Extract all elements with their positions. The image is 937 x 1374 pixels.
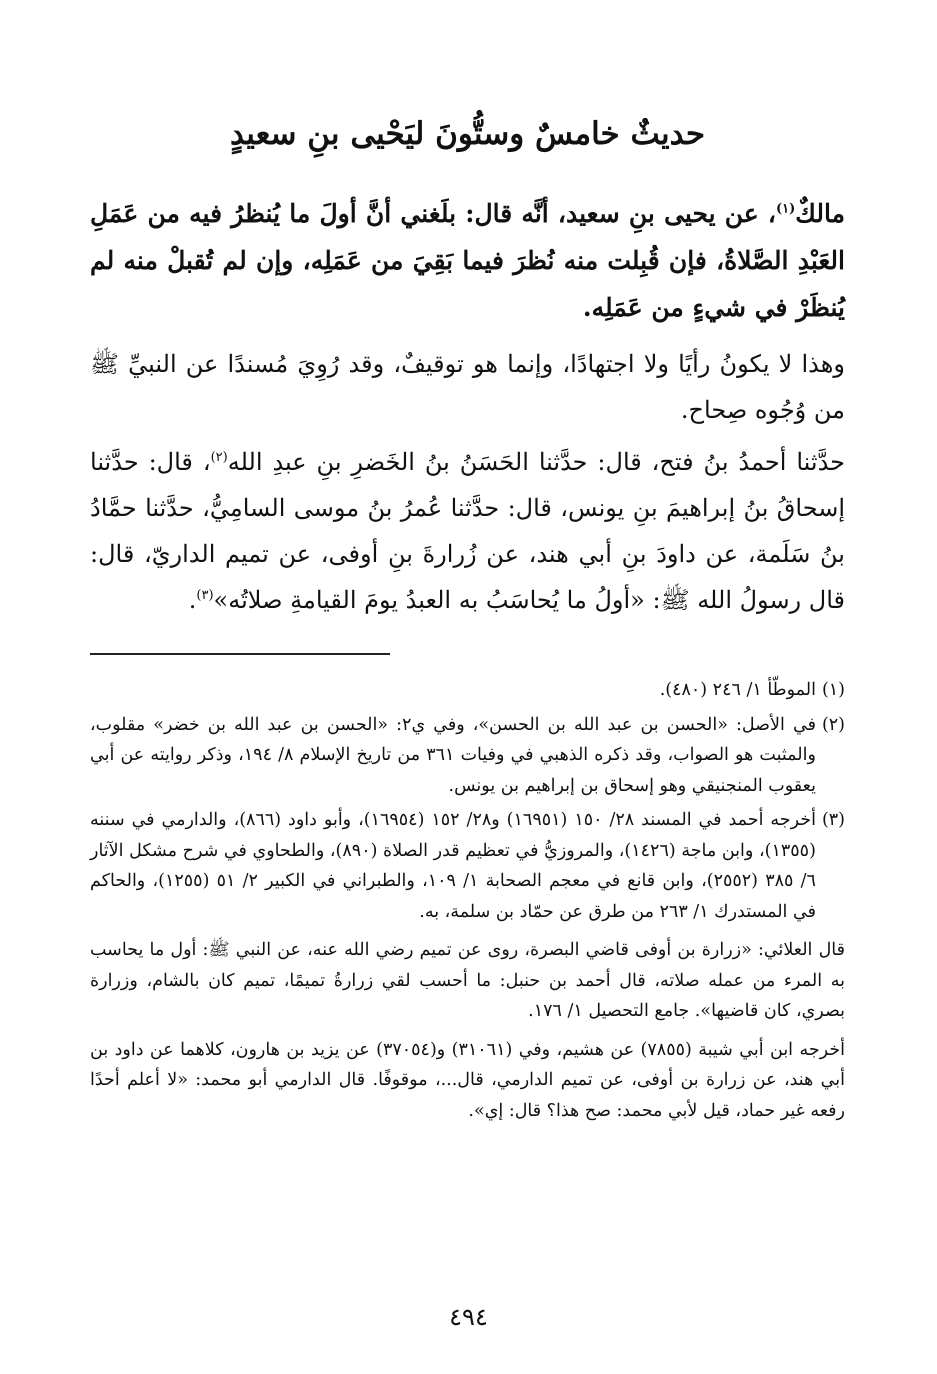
lead-before: مالكٌ (795, 199, 845, 228)
page-title: حديثٌ خامسٌ وستُّونَ ليَحْيى بنِ سعيدٍ (229, 116, 706, 152)
footnotes (90, 675, 845, 1126)
commentary-paragraph: وهذا لا يكونُ رأيًا ولا اجتهادًا، وإنما هو توقيفٌ، وقد رُوِيَ مُسندًا عن النبيِّ ﷺ من وُجُوه صِحاح. (90, 350, 845, 424)
footnote-2 (90, 710, 845, 802)
footnote-text: في الأصل: «الحسن بن عبد الله بن الحسن»، وفي ي٢: «الحسن بن عبد الله بن خضر» مقلوب، والمثبت هو الصواب، وقد ذكره الذهبي في وفيات ٣٦١ من تاريخ الإسلام ٨/ ١٩٤، وذكر روايته عن أبي يعقوب المنجنيقي وهو إسحاق بن إبراهيم بن يونس. (90, 714, 816, 796)
footnote-number: (٣) (821, 810, 845, 830)
footnote-paragraph-ibn-abi-shayba: أخرجه ابن أبي شيبة (٧٨٥٥) عن هشيم، وفي (٣١٠٦١) و(٣٧٠٥٤) عن يزيد بن هارون، كلاهما عن داود بن أبي هند، عن زرارة بن أوفى، عن تميم الدارمي، قال...، موقوفًا. قال الدارمي أبو محمد: «لا أعلم أحدًا رفعه غير حماد، قيل لأبي محمد: صح هذا؟ قال: إي». (90, 1039, 845, 1121)
footnote-paragraph-alai: قال العلائي: «زرارة بن أوفى قاضي البصرة، روى عن تميم رضي الله عنه، عن النبي ﷺ: أول ما يحاسب به المرء من عمله صلاته، قال أحمد بن حنبل: ما أحسب لقي زرارةُ تميمًا، تميم كان بالشام، وزرارة بصري، كان قاضيها». جامع التحصيل ١/ ١٧٦. (90, 940, 845, 1021)
isnad-end: . (188, 586, 197, 614)
footnote-text: أخرجه أحمد في المسند ٢٨/ ١٥٠ (١٦٩٥١) و٢٨/ ١٥٢ (١٦٩٥٤)، وأبو داود (٨٦٦)، والدارمي في سننه (١٣٥٥)، وابن ماجة (١٤٢٦)، والمروزيُّ في تعظيم قدر الصلاة (٨٩٠)، والطحاوي في شرح مشكل الآثار ٦/ ٣٨٥ (٢٥٥٢)، وابن قانع في معجم الصحابة ١/ ١٠٩، والطبراني في الكبير ٢/ ٥١ (١٢٥٥)، والحاكم في المستدرك ١/ ٢٦٣ من طرق عن حمّاد بن سلمة، به. (90, 810, 816, 922)
footnote-number: (١) (821, 680, 845, 700)
footnote-text: الموطّأ ١/ ٢٤٦ (٤٨٠). (659, 680, 816, 700)
lead-paragraph (90, 190, 845, 331)
footnote-separator (90, 653, 390, 655)
footnote-ref-1[interactable]: (١) (776, 201, 796, 217)
footnote-ref-2[interactable]: (٢) (210, 450, 228, 465)
footnote-number: (٢) (821, 714, 845, 735)
isnad-part-2: ، قال: حدَّثنا إسحاقُ بنُ إبراهيمَ بنِ يونس، قال: حدَّثنا عُمرُ بنُ موسى السامِيُّ، حدَّثنا حمَّادُ بنُ سَلَمة، عن داودَ بنِ أبي هند، عن زُرارةَ بنِ أوفى، عن تميم الداريّ، قال: قال رسولُ الله ﷺ: «أولُ ما يُحاسَبُ به العبدُ يومَ القيامةِ صلاتُه» (90, 448, 845, 614)
footnote-3 (90, 805, 845, 927)
main-text (90, 190, 845, 623)
footnote-ref-3[interactable]: (٣) (196, 588, 214, 603)
page-body (90, 112, 845, 1126)
page-number: ٤٩٤ (449, 1303, 488, 1331)
footnote-1 (90, 675, 845, 706)
isnad-paragraph (90, 439, 845, 623)
isnad-part-1: حدَّثنا أحمدُ بنُ فتح، قال: حدَّثنا الحَسَنُ بنُ الخَضرِ بنِ عبدِ الله (227, 448, 845, 476)
lead-after: ، عن يحيى بنِ سعيد، أنَّه قال: بلَغني أنَّ أولَ ما يُنظرُ فيه من عَمَلِ العَبْدِ الصَّلاةُ، فإن قُبِلت منه نُظرَ فيما بَقِيَ من عَمَلِه، وإن لم تُقبلْ منه لم يُنظَرْ في شيءٍ من عَمَلِه. (90, 199, 845, 322)
